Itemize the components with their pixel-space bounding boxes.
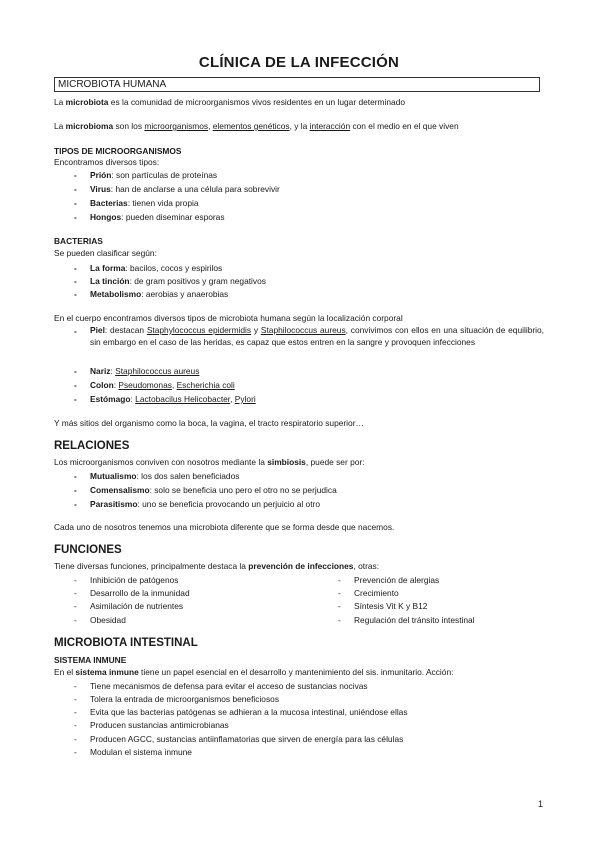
bullet: - — [74, 326, 77, 336]
page-number: 1 — [538, 799, 544, 809]
microbiota-definition: La microbiota es la comunidad de microorganismos vivos residentes en un lugar determinado — [54, 97, 406, 107]
piel-item: Piel: destacan Staphylococcus epidermidis y Staphilococcus aureus, convivimos con ellos en una situación de equilibrio, sin embargo en el caso de las heridas, es capaz que estos entren en la sangre y provoquen infecciones — [90, 325, 544, 347]
relaciones-lead: Los microorganismos conviven con nosotros mediante la simbiosis, puede ser por: — [54, 457, 365, 467]
underlined-term: interacción — [309, 121, 351, 131]
page-title: CLÍNICA DE LA INFECCIÓN — [198, 54, 400, 71]
localizacion-closing: Y más sitios del organismo como la boca, la vagina, el tracto respiratorio superior… — [54, 418, 364, 428]
underlined-term: microorganismos — [144, 121, 209, 131]
underlined-term: Staphylococcus epidermidis — [146, 325, 252, 335]
relaciones-heading: RELACIONES — [54, 440, 130, 452]
tipos-lead: Encontramos diversos tipos: — [54, 157, 160, 167]
bacterias-heading: BACTERIAS — [54, 236, 103, 246]
intestinal-heading: MICROBIOTA INTESTINAL — [54, 637, 198, 649]
underlined-term: elementos genéticos — [212, 121, 290, 131]
section-box-heading: MICROBIOTA HUMANA — [54, 77, 540, 92]
bacterias-lead: Se pueden clasificar según: — [54, 248, 157, 258]
localizacion-lead: En el cuerpo encontramos diversos tipos de microbiota humana según la localización corporal — [54, 313, 403, 323]
underlined-term: Staphilococcus aureus — [260, 325, 346, 335]
funciones-heading: FUNCIONES — [54, 544, 122, 556]
intestinal-lead: En el sistema inmune tiene un papel esencial en el desarrollo y mantenimiento del sis. inmunitario. Acción: — [54, 667, 454, 677]
sistema-inmune-heading: SISTEMA INMUNE — [54, 655, 127, 665]
funciones-lead: Tiene diversas funciones, principalmente destaca la prevención de infecciones, otras: — [54, 561, 380, 571]
microbioma-definition: La microbioma son los microorganismos, elementos genéticos, y la interacción con el medio en el que viven — [54, 121, 459, 131]
tipos-heading: TIPOS DE MICROORGANISMOS — [54, 146, 182, 156]
relaciones-closing: Cada uno de nosotros tenemos una microbiota diferente que se forma desde que nacemos. — [54, 522, 395, 532]
